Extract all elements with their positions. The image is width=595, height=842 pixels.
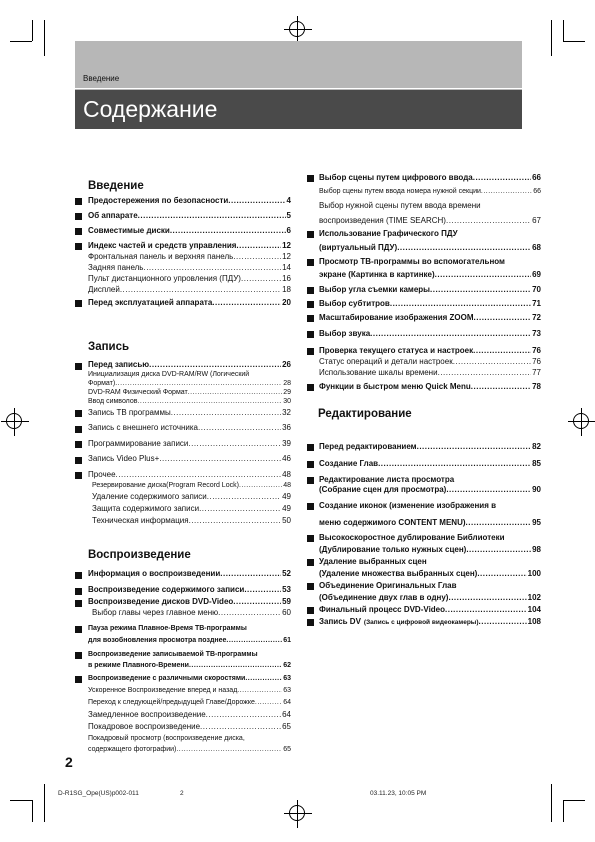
bullet [307,477,314,484]
section-heading-intro: Введение [88,180,144,192]
toc-entry[interactable]: Задняя панель ..... 14 [88,263,291,273]
bullet [307,348,314,355]
bullet [75,410,82,417]
toc-entry[interactable]: (Объединение двух глав в одну) ..... 102 [319,593,541,603]
toc-entry[interactable]: Программирование записи ..... 39 [88,439,291,449]
toc-entry[interactable]: Воспроизведение содержимого записи ..... 53 [88,585,291,595]
toc-entry[interactable]: Объединение Оригинальных Глав [319,581,457,590]
toc-entry[interactable]: в режиме Плавного-Времени ..... 62 [88,661,291,671]
toc-entry[interactable]: Запись ТВ программы ..... 32 [88,408,291,418]
registration-mark [6,413,22,429]
toc-entry[interactable]: Воспроизведение с различными скоростями ..... 63 [88,674,291,684]
toc-entry[interactable]: Индекс частей и средств управления ..... 12 [88,241,291,251]
toc-entry[interactable]: Удаление содержимого записи ..... 49 [92,492,291,502]
footer-sheet-number: 2 [180,790,184,797]
bullet [307,384,314,391]
bullet [75,457,82,464]
toc-entry[interactable]: меню содержимого CONTENT MENU) ..... 95 [319,518,541,528]
bullet [307,559,314,566]
section-heading-record: Запись [88,341,130,353]
bullet [75,626,82,633]
toc-entry[interactable]: экране (Картинка в картинке) ..... 69 [319,270,541,280]
toc-entry[interactable]: Фронтальная панель и верхняя панель ..... 12 [88,252,291,262]
toc-entry[interactable]: Инициализация диска DVD-RAM/RW (Логический [88,371,250,378]
toc-entry[interactable]: Покадровое воспроизведение ..... 65 [88,722,291,732]
toc-entry[interactable]: DVD-RAM Физический Формат ..... 29 [88,388,291,398]
crop-mark [563,800,585,801]
bullet [75,472,82,479]
title-bar [75,90,522,129]
crop-mark [44,20,45,56]
toc-entry[interactable]: Выбор звука ..... 73 [319,329,541,339]
toc-entry[interactable]: Пауза режима Плавное-Время ТВ-программы [88,625,247,632]
section-heading-edit: Редактирование [318,408,412,420]
toc-entry[interactable]: Редактирование листа просмотра [319,475,455,484]
bullet [307,619,314,626]
crop-mark [551,20,552,56]
toc-entry[interactable]: Предостережения по безопасности ..... 4 [88,196,291,206]
bullet [307,287,314,294]
crop-mark [551,784,552,822]
footer-timestamp: 03.11.23, 10:05 PM [370,790,427,797]
toc-entry[interactable]: Использование Графического ПДУ [319,229,458,238]
toc-entry[interactable]: для возобновления просмотра позднее ..... 61 [88,636,291,646]
toc-entry[interactable]: Прочее ..... 48 [88,470,291,480]
bullet [307,583,314,590]
crop-mark [32,20,33,41]
section-heading-playback: Воспроизведение [88,549,191,561]
footer-filename: D-R1SG_Ope(US)p002-011 [58,790,139,797]
toc-entry[interactable]: Ускоренное Воспроизведение вперед и назад ..... 63 [88,686,291,696]
toc-entry[interactable]: (Удаление множества выбранных сцен) ..... 100 [319,569,541,579]
toc-entry[interactable]: (виртуальный ПДУ) ..... 68 [319,243,541,253]
bullet [307,444,314,451]
toc-entry[interactable]: Воспроизведение дисков DVD-Video ..... 59 [88,597,291,607]
crop-mark [10,41,32,42]
toc-entry[interactable]: Выбор сцены путем цифрового ввода ..... 66 [319,173,541,183]
crop-mark [32,800,33,822]
toc-entry[interactable]: Защита содержимого записи ..... 49 [92,504,291,514]
toc-entry[interactable]: Высокоскоростное дублирование Библиотеки [319,533,505,542]
toc-entry[interactable]: Выбор главы через главное меню ..... 60 [92,608,291,618]
toc-entry[interactable]: Ввод символов ..... 30 [88,397,291,407]
toc-entry[interactable]: Совместимые диски ..... 6 [88,226,291,236]
bullet [307,175,314,182]
toc-entry[interactable]: воспроизведения (TIME SEARCH) ..... 67 [319,216,541,226]
bullet [307,259,314,266]
bullet [75,426,82,433]
bullet [307,315,314,322]
toc-entry[interactable]: Запись с внешнего источника ..... 36 [88,423,291,433]
crop-mark [10,800,32,801]
toc-entry[interactable]: Дисплей ..... 18 [88,285,291,295]
toc-entry[interactable]: Формат) ..... 28 [88,379,291,389]
toc-entry[interactable]: Проверка текущего статуса и настроек ..... 76 [319,346,541,356]
bullet [75,588,82,595]
toc-entry[interactable]: Просмотр ТВ-программы во вспомогательном [319,257,505,266]
crop-mark [44,784,45,822]
page-number: 2 [65,754,73,770]
bullet [75,652,82,659]
section-label: Введение [83,74,120,83]
toc-entry[interactable]: Пульт дистанционного упровления (ПДУ) ..... 16 [88,274,291,284]
bullet [307,331,314,338]
crop-mark [563,20,564,41]
toc-entry[interactable]: Масштабирование изображения ZOOM ..... 72 [319,313,541,323]
page-title: Содержание [83,96,218,122]
toc-entry[interactable]: Статус операций и детали настроек ..... 76 [319,357,541,367]
bullet [75,213,82,220]
registration-mark [573,413,589,429]
bullet [307,607,314,614]
toc-entry[interactable]: Создание Глав ..... 85 [319,459,541,469]
toc-entry[interactable]: Техническая информация ..... 50 [92,516,291,526]
bullet [307,231,314,238]
header-band [75,41,522,129]
bullet [307,535,314,542]
bullet [75,600,82,607]
toc-entry[interactable]: Информация о воспроизведении ..... 52 [88,569,291,579]
toc-entry[interactable]: Перед редактированием ..... 82 [319,442,541,452]
toc-entry[interactable]: Перед записью ..... 26 [88,360,291,370]
bullet [75,243,82,250]
bullet [307,503,314,510]
toc-entry[interactable]: Запись Video Plus+ ..... 46 [88,454,291,464]
bullet [75,441,82,448]
toc-entry[interactable]: Выбор субтитров ..... 71 [319,299,541,309]
toc-entry[interactable]: Резервирование диска(Program Record Lock) ..... 48 [92,481,291,491]
toc-entry[interactable]: Покадровый просмотр (воспроизведение диска, [88,735,245,742]
toc-entry[interactable]: Переход к следующей/предыдущей Главе/Дорожке ..... 64 [88,698,291,708]
bullet [75,300,82,307]
toc-entry[interactable]: Запись DV (Запись с цифровой видеокамеры) ..... 108 [319,617,541,628]
toc-entry[interactable]: Функции в быстром меню Quick Menu ..... 78 [319,382,541,392]
toc-entry[interactable]: Воспроизведение записываемой ТВ-программы [88,651,258,658]
toc-entry[interactable]: Замедленное воспроизведение ..... 64 [88,710,291,720]
registration-mark [289,805,305,821]
crop-mark [563,800,564,822]
bullet [307,301,314,308]
toc-entry[interactable]: Выбор нужной сцены путем ввода времени [319,201,481,210]
toc-entry[interactable]: Выбор угла съемки камеры ..... 70 [319,285,541,295]
toc-entry[interactable]: (Собрание сцен для просмотра) ..... 90 [319,485,541,495]
toc-entry[interactable]: Об аппарате ..... 5 [88,211,291,221]
toc-entry[interactable]: Использование шкалы времени ..... 77 [319,368,541,378]
registration-mark [289,21,305,37]
toc-entry[interactable]: содержащего фотографии) ..... 65 [88,745,291,755]
bullet [75,676,82,683]
toc-entry[interactable]: (Дублирование только нужных сцен) ..... 98 [319,545,541,555]
bullet [75,572,82,579]
toc-entry[interactable]: Удаление выбранных сцен [319,557,427,566]
bullet [75,198,82,205]
bullet [75,228,82,235]
bullet [75,363,82,370]
toc-entry[interactable]: Выбор сцены путем ввода номера нужной секции ..... 66 [319,187,541,197]
toc-entry[interactable]: Создание иконок (изменение изображения в [319,501,496,510]
toc-entry[interactable]: Финальный процесс DVD-Video ..... 104 [319,605,541,615]
toc-entry[interactable]: Перед эксплуатацией аппарата ..... 20 [88,298,291,308]
bullet [307,461,314,468]
header-divider [75,88,522,89]
crop-mark [563,41,585,42]
